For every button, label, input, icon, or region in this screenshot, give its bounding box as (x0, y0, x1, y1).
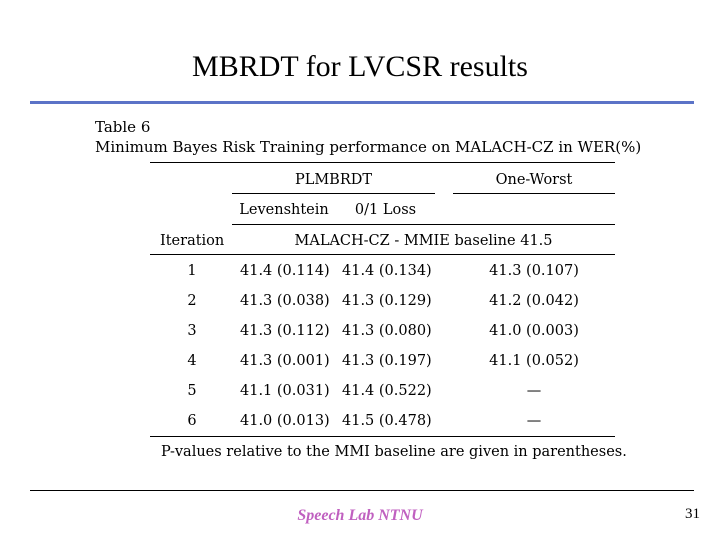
loss-cell: 41.3 (0.080) (342, 323, 432, 339)
header-baseline: MALACH-CZ - MMIE baseline 41.5 (294, 233, 553, 249)
levenshtein-cell: 41.1 (0.031) (240, 383, 330, 399)
page-number: 31 (685, 506, 700, 522)
one-worst-cell: — (526, 383, 542, 399)
plmbrdt-group-rule (232, 193, 435, 194)
iteration-cell: 1 (187, 263, 197, 279)
loss-cell: 41.4 (0.134) (342, 263, 432, 279)
slide-title: MBRDT for LVCSR results (192, 50, 528, 83)
header-iteration: Iteration (160, 233, 225, 249)
header-one-worst: One-Worst (495, 172, 573, 188)
iteration-cell: 2 (187, 293, 197, 309)
subheader-rule (232, 224, 615, 225)
loss-cell: 41.4 (0.522) (342, 383, 432, 399)
table-top-rule (150, 162, 615, 163)
iteration-cell: 3 (187, 323, 197, 339)
table-bottom-rule (150, 436, 615, 437)
one-worst-cell: — (526, 413, 542, 429)
title-divider (30, 101, 694, 104)
loss-cell: 41.3 (0.197) (342, 353, 432, 369)
table-number: Table 6 (95, 118, 151, 136)
loss-cell: 41.5 (0.478) (342, 413, 432, 429)
table-description: Minimum Bayes Risk Training performance on MALACH-CZ in WER(%) (95, 138, 642, 156)
levenshtein-cell: 41.3 (0.112) (240, 323, 330, 339)
levenshtein-cell: 41.3 (0.038) (240, 293, 330, 309)
footer-divider (30, 490, 694, 491)
header-plmbrdt: PLMBRDT (294, 172, 373, 188)
levenshtein-cell: 41.3 (0.001) (240, 353, 330, 369)
one-worst-cell: 41.1 (0.052) (489, 353, 579, 369)
levenshtein-cell: 41.0 (0.013) (240, 413, 330, 429)
table-caption (95, 117, 641, 157)
footer-lab-name: Speech Lab NTNU (297, 507, 423, 524)
iteration-cell: 5 (187, 383, 197, 399)
iteration-cell: 4 (187, 353, 197, 369)
one-worst-cell: 41.0 (0.003) (489, 323, 579, 339)
table-footnote: P-values relative to the MMI baseline are given in parentheses. (161, 444, 627, 460)
oneworst-group-rule (453, 193, 615, 194)
header-01-loss: 0/1 Loss (354, 202, 417, 218)
header-levenshtein: Levenshtein (239, 202, 329, 218)
header-rule (150, 254, 615, 255)
one-worst-cell: 41.2 (0.042) (489, 293, 579, 309)
one-worst-cell: 41.3 (0.107) (489, 263, 579, 279)
loss-cell: 41.3 (0.129) (342, 293, 432, 309)
levenshtein-cell: 41.4 (0.114) (240, 263, 330, 279)
iteration-cell: 6 (187, 413, 197, 429)
